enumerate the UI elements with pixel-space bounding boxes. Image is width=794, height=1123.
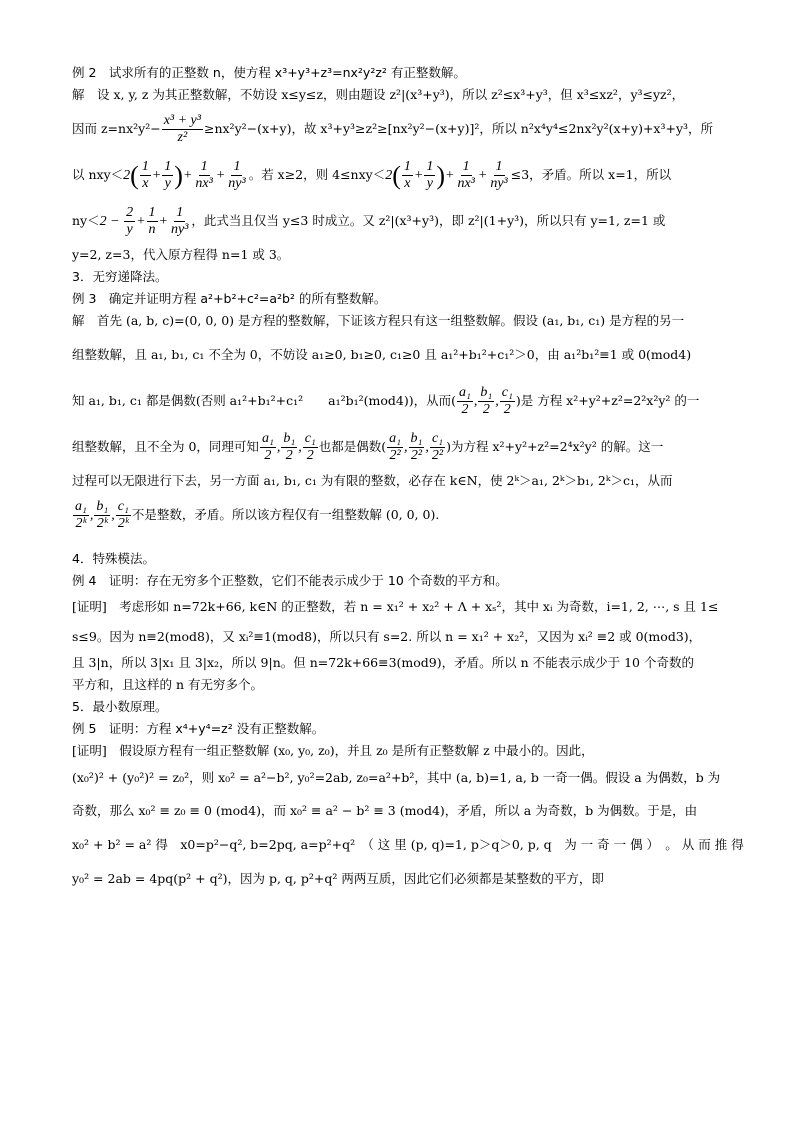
example-4-title: 例 4 证明：存在无穷多个正整数，它们不能表示成少于 10 个奇数的平方和。 xyxy=(72,573,508,588)
example-4-line-1: [证明] 考虑形如 n=72k+66, k∈N 的正整数，若 n = x₁² + x₂² + Λ + xₛ²，其中 xᵢ 为奇数，i=1, 2, ⋯, s 且 1≤ xyxy=(72,599,719,614)
example-2-line-2: 因而 z=nx²y²− $\frac{\text{x³ + y³}}{\text{z²}}$ ≥nx²y²−(x+y)，故 x³+y³≥z²≥[nx²y²−(x+y)]²，所以 n²x⁴y⁴≤2nx²y²(x+y)+x³+y³，所 xyxy=(72,113,714,145)
example-3-title: 例 3 确定并证明方程 a²+b²+c²=a²b² 的所有整数解。 xyxy=(72,291,387,306)
inequality-expression: 2( $\frac{1}{x}$ + $\frac{1}{y}$ )+ $\frac{1}{\text{nx³}}$ + $\frac{1}{\text{ny³}}$ xyxy=(123,159,246,192)
example-2-line-1: 解 设 x, y, z 为其正整数解，不妨设 x≤y≤z，则由题设 z²|(x³+y³)，所以 z²≤x³+y³，但 x³≤xz²，y³≤yz²， xyxy=(72,87,685,102)
example-5-line-1: [证明] 假设原方程有一组正整数解 (x₀, y₀, z₀)，并且 z₀ 是所有正整数解 z 中最小的。因此， xyxy=(72,743,594,758)
example-3-line-2: 组整数解，且 a₁, b₁, c₁ 不全为 0，不妨设 a₁≥0, b₁≥0, c₁≥0 且 a₁²+b₁²+c₁²＞0，由 a₁²b₁²≡1 或 0(mod4) xyxy=(72,347,692,362)
fraction-tuple: $\frac{\text{a₁}}{\text{2ᵏ}}$ , $\frac{\text{b₁}}{\text{2ᵏ}}$ , $\frac{\text{c₁}}{\text{2ᵏ}}$ xyxy=(75,499,129,532)
example-5-line-2: (x₀²)² + (y₀²)² = z₀²，则 x₀² = a²−b², y₀²=2ab, z₀=a²+b²，其中 (a, b)=1, a, b 一奇一偶。假设 a 为偶数，b 为 xyxy=(72,770,721,785)
example-5-line-4: x₀² + b² = a² 得 x0=p²−q², b=2pq, a=p²+q² （ 这 里 (p, q)=1, p＞q＞0, p, q 为 一 奇 一 偶 ） 。 从 而 推 得 xyxy=(72,837,744,852)
example-3-line-3: 知 a₁, b₁, c₁ 都是偶数(否则 a₁²+b₁²+c₁² a₁²b₁²(mod4))，从而( $\frac{\text{a₁}}{2}$ , $\frac{\text{b₁}}{2}$ , $\frac{\text{c₁}}{2}$ )是 方程 x²+y²+z²=2²x²y² 的一 xyxy=(72,385,700,418)
inequality-expression: 2 − $\frac{2}{y}$ + $\frac{1}{n}$ + $\frac{1}{\text{ny³}}$ xyxy=(99,205,189,238)
example-3-line-4: 组整数解，且不全为 0，同理可知 $\frac{\text{a₁}}{2}$ , $\frac{\text{b₁}}{2}$ , $\frac{\text{c₁}}{2}$ 也都是偶数( $\frac{\text{a₁}}{\text{2²}}$ , $\frac{\text{b₁}}{\text{2²}}$ , $\frac{\text{c₁}}{\text{2²}}$ )为方程 x²+y²+z²=2⁴x²y² 的解。这一 xyxy=(72,431,664,464)
fraction-tuple: $\frac{\text{a₁}}{2}$ , $\frac{\text{b₁}}{2}$ , $\frac{\text{c₁}}{2}$ xyxy=(261,431,316,464)
fraction-tuple: $\frac{\text{a₁}}{2}$ , $\frac{\text{b₁}}{2}$ , $\frac{\text{c₁}}{2}$ xyxy=(459,385,513,418)
example-4-line-2: s≤9。因为 n≡2(mod8)，又 xᵢ²≡1(mod8)，所以只有 s=2. 所以 n = x₁² + x₂²，又因为 xᵢ² ≡2 或 0(mod3)， xyxy=(72,629,702,644)
section-5-heading: 5．最小数原理。 xyxy=(72,699,168,714)
document-body xyxy=(72,62,744,896)
example-4-line-3: 且 3|n，所以 3|x₁ 且 3|x₂，所以 9|n。但 n=72k+66≡3(mod9)，矛盾。所以 n 不能表示成少于 10 个奇数的 xyxy=(72,655,694,670)
example-2-title: 例 2 试求所有的正整数 n，使方程 x³+y³+z³=nx²y²z² 有正整数解。 xyxy=(72,65,466,80)
example-3-line-1: 解 首先 (a, b, c)=(0, 0, 0) 是方程的整数解，下证该方程只有这一组整数解。假设 (a₁, b₁, c₁) 是方程的另一 xyxy=(72,313,685,328)
section-4-heading: 4．特殊模法。 xyxy=(72,551,155,566)
example-2-line-4: ny＜2 − $\frac{2}{y}$ + $\frac{1}{n}$ + $\frac{1}{\text{ny³}}$ ，此式当且仅当 y≤3 时成立。又 z²|(x³+y³)，即 z²|(1+y³)，所以只有 y=1, z=1 或 xyxy=(72,205,666,238)
inequality-expression: 2( $\frac{1}{x}$ + $\frac{1}{y}$ )+ $\frac{1}{\text{nx³}}$ + $\frac{1}{\text{ny³}}$ xyxy=(385,159,508,192)
fraction-tuple: $\frac{\text{a₁}}{\text{2²}}$ , $\frac{\text{b₁}}{\text{2²}}$ , $\frac{\text{c₁}}{\text{2²}}$ xyxy=(389,431,444,464)
example-3-line-5: 过程可以无限进行下去，另一方面 a₁, b₁, c₁ 为有限的整数，必存在 k∈N，使 2ᵏ＞a₁, 2ᵏ＞b₁, 2ᵏ＞c₁，从而 xyxy=(72,473,673,488)
fraction: $\frac{\text{x³ + y³}}{\text{z²}}$ xyxy=(163,113,201,145)
example-5-title: 例 5 证明：方程 x⁴+y⁴=z² 没有正整数解。 xyxy=(72,721,325,736)
example-3-line-6: $\frac{\text{a₁}}{\text{2ᵏ}}$ , $\frac{\text{b₁}}{\text{2ᵏ}}$ , $\frac{\text{c₁}}{\text{2ᵏ}}$ 不是整数，矛盾。所以该方程仅有一组整数解 (0, 0, 0). xyxy=(72,492,722,538)
example-5-line-5: y₀² = 2ab = 4pq(p² + q²)，因为 p, q, p²+q² 两两互质，因此它们必须都是某整数的平方，即 xyxy=(72,871,604,886)
example-5-line-3: 奇数，那么 x₀² ≡ z₀ ≡ 0 (mod4)，而 x₀² ≡ a² − b² ≡ 3 (mod4)，矛盾，所以 a 为奇数，b 为偶数。于是，由 xyxy=(72,803,698,818)
example-2-line-5: y=2, z=3，代入原方程得 n=1 或 3。 xyxy=(72,247,290,262)
example-4-line-4: 平方和，且这样的 n 有无穷多个。 xyxy=(72,677,263,692)
example-2-line-3: 以 nxy＜2( $\frac{1}{x}$ + $\frac{1}{y}$ )+ $\frac{1}{\text{nx³}}$ + $\frac{1}{\text{ny³}}$ 。若 x≥2，则 4≤nxy＜2( $\frac{1}{x}$ + $\frac{1}{y}$ )+ $\frac{1}{\text{nx³}}$ + $\frac{1}{\text{ny³}}$ ≤3，矛盾。所以 x=1，所以 xyxy=(72,159,672,192)
section-3-heading: 3．无穷递降法。 xyxy=(72,269,168,284)
